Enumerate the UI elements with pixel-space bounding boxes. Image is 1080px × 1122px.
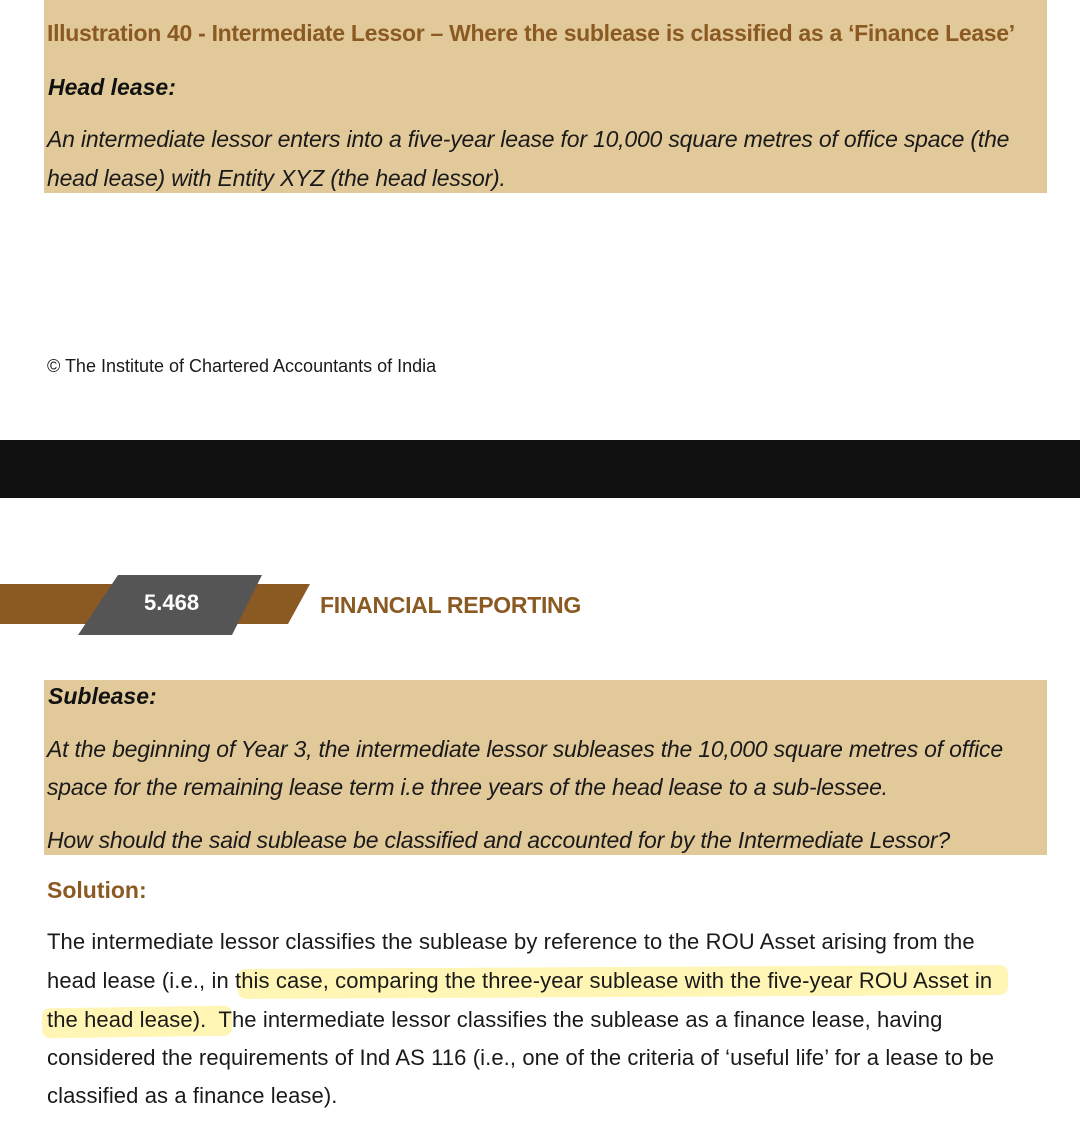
solution-text-line5: classified as a finance lease).	[47, 1083, 338, 1108]
solution-heading: Solution:	[47, 877, 147, 903]
head-lease-heading: Head lease:	[48, 74, 176, 100]
copyright-footer: © The Institute of Chartered Accountants of India	[47, 356, 437, 376]
head-lease-text-line1: An intermediate lessor enters into a five-year lease for 10,000 square metres of office space (the	[47, 126, 1010, 152]
sublease-heading: Sublease:	[48, 683, 157, 709]
solution-text-line3: the head lease). The intermediate lessor classifies the sublease as a finance lease, having	[47, 1007, 943, 1032]
page-number: 5.468	[144, 590, 200, 615]
question-text: How should the said sublease be classified and accounted for by the Intermediate Lessor?	[47, 827, 950, 853]
solution-text-line2: head lease (i.e., in this case, comparing the three-year sublease with the five-year ROU Asset in	[47, 968, 993, 993]
page-separator	[0, 440, 1080, 498]
sublease-text-line2: space for the remaining lease term i.e three years of the head lease to a sub-lessee.	[47, 774, 888, 800]
solution-text-line4: considered the requirements of Ind AS 116 (i.e., one of the criteria of ‘useful life’ for a lease to be	[47, 1045, 995, 1070]
illustration-title: Illustration 40 - Intermediate Lessor – Where the sublease is classified as a ‘Finance Lease’	[47, 20, 1015, 46]
sublease-text-line1: At the beginning of Year 3, the intermediate lessor subleases the 10,000 square metres of office	[47, 736, 1003, 762]
head-lease-text-line2: head lease) with Entity XYZ (the head lessor).	[47, 165, 506, 191]
solution-text-line1: The intermediate lessor classifies the sublease by reference to the ROU Asset arising from the	[47, 929, 975, 954]
section-title: FINANCIAL REPORTING	[320, 592, 581, 618]
